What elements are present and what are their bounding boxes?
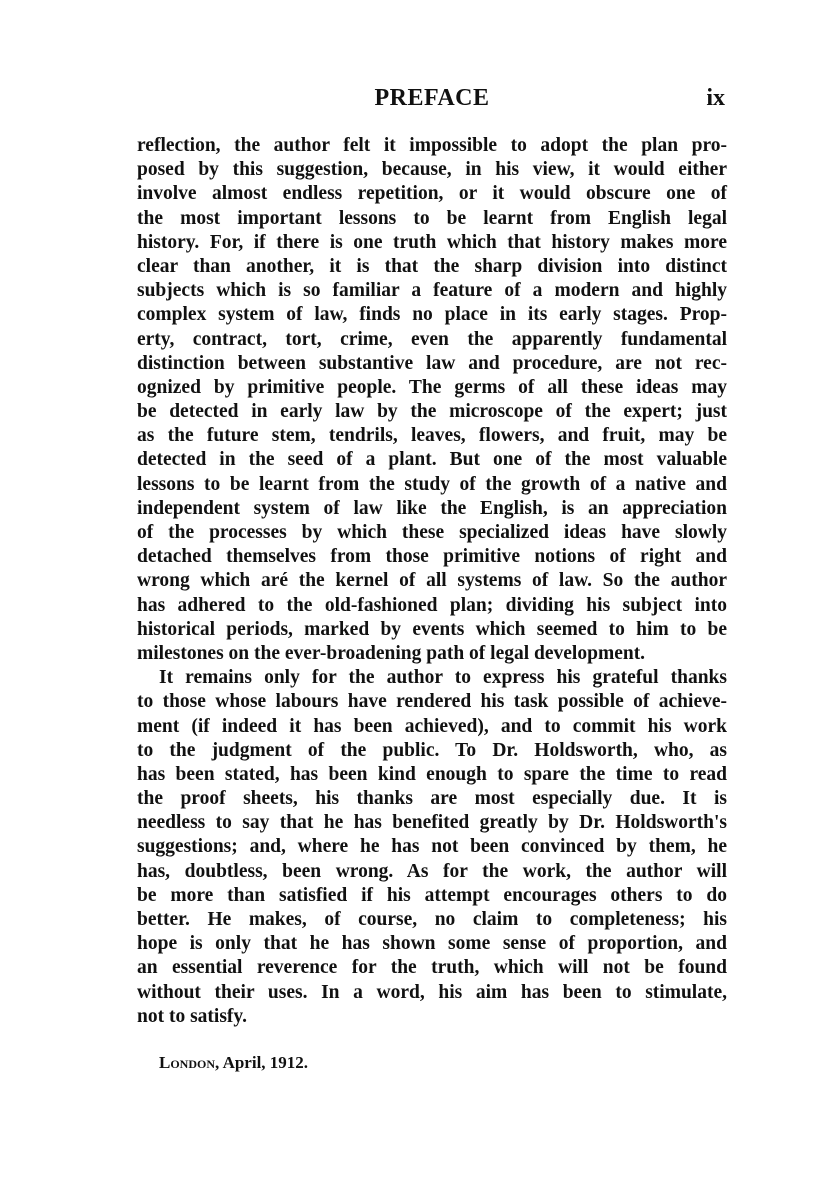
page-number: ix	[706, 85, 725, 111]
text-line: be more than satisfied if his attempt encourages others to do	[137, 884, 727, 906]
signature-place: London	[159, 1053, 216, 1072]
running-title: PREFACE	[374, 85, 490, 111]
text-line: not to satisfy.	[137, 1005, 247, 1027]
text-line: involve almost endless repetition, or it would obscure one of	[137, 183, 727, 205]
text-line: lessons to be learnt from the study of the growth of a native and	[137, 473, 727, 495]
text-line: the most important lessons to be learnt from English legal	[137, 207, 727, 229]
signature-date: , April, 1912.	[215, 1053, 309, 1072]
preface-body	[137, 134, 727, 1029]
text-line: hope is only that he has shown some sense of proportion, and	[137, 933, 727, 955]
text-line: better. He makes, of course, no claim to completeness; his	[137, 909, 727, 930]
text-line: independent system of law like the English, is an appreciation	[137, 497, 727, 519]
text-line: suggestions; and, where he has not been convinced by them, he	[137, 836, 727, 858]
text-line: posed by this suggestion, because, in his view, it would either	[137, 159, 727, 181]
text-line: subjects which is so familiar a feature of a modern and highly	[137, 280, 727, 302]
paragraph-1	[137, 134, 727, 666]
running-header	[137, 84, 727, 112]
text-line: clear than another, it is that the sharp division into distinct	[137, 255, 727, 277]
text-line: distinction between substantive law and procedure, are not rec-	[137, 352, 727, 374]
text-line: erty, contract, tort, crime, even the apparently fundamental	[137, 328, 727, 350]
place-date-signature	[159, 1052, 308, 1074]
text-line: ment (if indeed it has been achieved), and to commit his work	[137, 715, 727, 737]
text-line: to those whose labours have rendered his task possible of achieve-	[137, 691, 727, 713]
text-line: complex system of law, finds no place in its early stages. Prop-	[137, 304, 727, 326]
text-line: detached themselves from those primitive notions of right and	[137, 546, 727, 568]
text-line: wrong which aré the kernel of all systems of law. So the author	[137, 570, 727, 592]
text-line: history. For, if there is one truth which that history makes more	[137, 231, 727, 253]
text-line: of the processes by which these specialized ideas have slowly	[137, 522, 727, 543]
text-line: the proof sheets, his thanks are most especially due. It is	[137, 788, 727, 810]
text-line: has been stated, has been kind enough to spare the time to read	[137, 763, 727, 785]
text-line: needless to say that he has benefited greatly by Dr. Holdsworth's	[137, 812, 727, 834]
text-line: has adhered to the old-fashioned plan; dividing his subject into	[137, 594, 727, 616]
text-line: historical periods, marked by events which seemed to him to be	[137, 618, 727, 640]
text-line: reflection, the author felt it impossible to adopt the plan pro-	[137, 135, 727, 156]
text-line: without their uses. In a word, his aim has been to stimulate,	[137, 981, 727, 1003]
text-line: be detected in early law by the microscope of the expert; just	[137, 401, 727, 423]
text-line: milestones on the ever-broadening path of legal development.	[137, 642, 646, 664]
text-line: detected in the seed of a plant. But one of the most valuable	[137, 449, 727, 471]
text-line: ognized by primitive people. The germs of all these ideas may	[137, 376, 727, 398]
paragraph-2	[137, 666, 727, 1029]
text-line: has, doubtless, been wrong. As for the work, the author will	[137, 860, 727, 882]
text-line: as the future stem, tendrils, leaves, flowers, and fruit, may be	[137, 425, 727, 447]
text-line: an essential reverence for the truth, which will not be found	[137, 957, 727, 979]
text-line: to the judgment of the public. To Dr. Holdsworth, who, as	[137, 739, 727, 761]
text-line: It remains only for the author to express his grateful thanks	[159, 667, 727, 689]
